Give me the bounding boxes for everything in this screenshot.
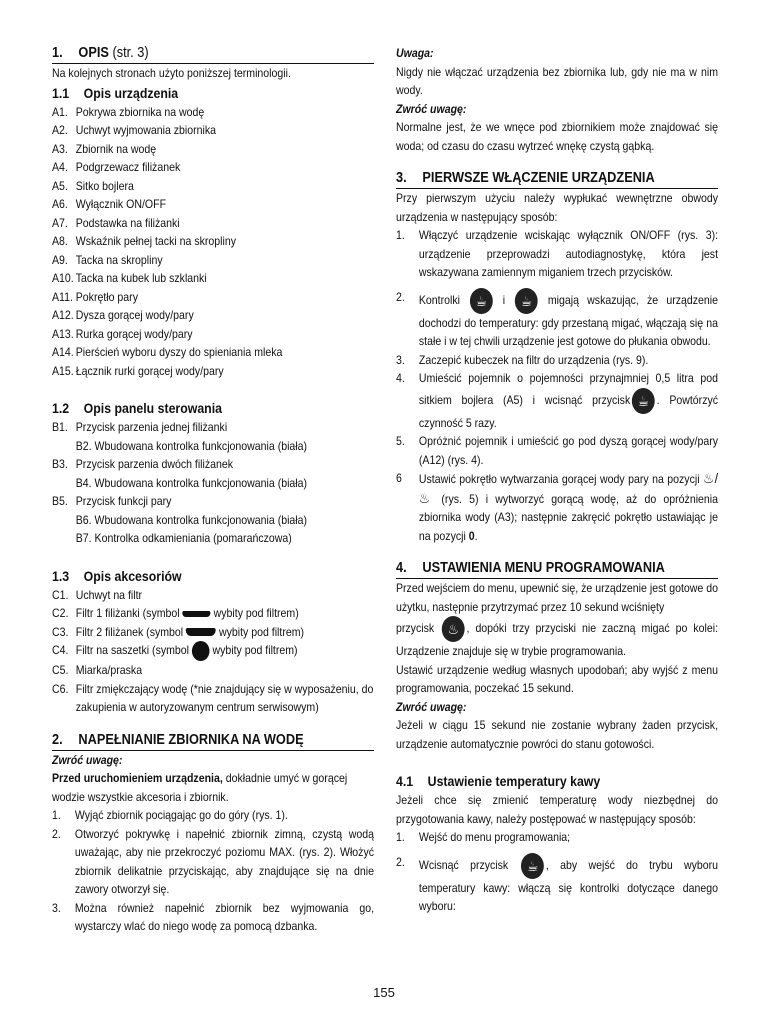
list-item: B6. Wbudowana kontrolka funkcjonowania (biała) xyxy=(75,512,308,527)
section-1-3-heading: 1.3 Opis akcesoriów xyxy=(52,567,182,584)
list-item: 1. Włączyć urządzenie wciskając wyłącznik ON/OFF (rys. 3): urządzenie przeprowadzi autodiagnostykę, która jest wskazywana zamiennym miganiem trzech przycisków. xyxy=(396,228,719,279)
section-4-paragraph: Przed wejściem do menu, upewnić się, że urządzenie jest gotowe do użytku, następnie przytrzymać przez 10 sekund wciśnięty xyxy=(396,581,719,614)
list-item: A5. Sitko bojlera xyxy=(52,178,134,193)
list-item: 3. Można również napełnić zbiornik bez wyjmowania go, wystarczy wlać do niego wodę za pomocą dzbanka. xyxy=(52,900,375,933)
list-item: C5. Miarka/praska xyxy=(52,663,143,677)
list-item: B5. Przycisk funkcji pary xyxy=(52,494,172,508)
page-number: 155 xyxy=(373,985,395,1000)
section-1-heading: 1. OPIS (str. 3) xyxy=(52,44,374,64)
list-item: C6. Filtr zmiękczający wodę (*nie znajdujący się w wyposażeniu, do zakupienia w autoryzowanym centrum serwisowym) xyxy=(52,681,374,714)
list-item: A15. Łącznik rurki gorącej wody/pary xyxy=(52,363,224,378)
list-item: C1. Uchwyt na filtr xyxy=(52,587,143,602)
section-3-heading: 3. PIERWSZE WŁĄCZENIE URZĄDZENIA xyxy=(396,169,718,189)
list-item: B3. Przycisk parzenia dwóch filiżanek xyxy=(52,457,234,471)
list-item: 5. Opróżnić pojemnik i umieścić go pod dyszą gorącej wody/pary (A12) (rys. 4). xyxy=(396,434,719,467)
list-item: 2. Kontrolki ☕ i ☕ migają wskazując, że urządzenie dochodzi do temperatury: gdy przestaną migać, włączają się na stałe i w tej chwili urządzenie jest gotowe do płukania obwodu. xyxy=(396,289,719,348)
section-4-1-intro: Jeżeli chce się zmienić temperaturę wody niezbędnej do przygotowania kawy, należy postępować w następujący sposób: xyxy=(396,793,719,826)
list-item: A12. Dysza gorącej wody/pary xyxy=(52,308,194,322)
section-2-intro: Przed uruchomieniem urządzenia, dokładnie umyć w gorącej wodzie wszystkie akcesoria i zbiornik. xyxy=(52,771,348,804)
list-item: 6 Ustawić pokrętło wytwarzania gorącej wody pary na pozycji ♨/♨ (rys. 5) i wytworzyć gorącą wodę, aż do opróżnienia zbiornika wody (A3); następnie zakręcić pokrętło ustawiając je na pozycji 0. xyxy=(396,470,719,543)
list-item: A7. Podstawka na filiżanki xyxy=(52,215,180,230)
double-filter-symbol-icon xyxy=(186,628,216,636)
list-item: A9. Tacka na skropliny xyxy=(52,252,163,267)
single-filter-symbol-icon xyxy=(183,611,211,617)
single-cup-icon: ☕ xyxy=(470,288,493,314)
hot-water-steam-position-icon: ♨/♨ xyxy=(418,470,719,506)
list-item: A1. Pokrywa zbiornika na wodę xyxy=(52,104,205,119)
pod-filter-symbol-icon xyxy=(192,641,210,661)
single-cup-icon: ☕ xyxy=(521,853,544,879)
list-item: A2. Uchwyt wyjmowania zbiornika xyxy=(52,123,217,137)
section-1-intro: Na kolejnych stronach użyto poniższej terminologii. xyxy=(52,66,291,80)
section-2-heading: 2. NAPEŁNIANIE ZBIORNIKA NA WODĘ xyxy=(52,731,374,751)
double-cup-icon: ☕ xyxy=(632,388,655,414)
section-4-paragraph: Ustawić urządzenie według własnych upodobań; aby wyjść z menu programowania, poczekać 15 sekund. xyxy=(396,662,719,695)
list-item: B4. Wbudowana kontrolka funkcjonowania (biała) xyxy=(75,475,308,490)
section-2-steps xyxy=(52,806,374,936)
double-cup-icon: ☕ xyxy=(515,288,538,314)
warning-text: Nigdy nie włączać urządzenia bez zbiornika lub, gdy nie ma w nim wody. xyxy=(396,64,719,97)
list-item: C2. Filtr 1 filiżanki (symbol wybity pod filtrem) xyxy=(52,606,299,620)
note-label: Zwróć uwagę: xyxy=(52,752,123,767)
note-label: Zwróć uwagę: xyxy=(396,699,467,714)
section-3-intro: Przy pierwszym użyciu należy wypłukać wewnętrzne obwody urządzenia w następujący sposób: xyxy=(396,191,719,224)
list-item: 1. Wejść do menu programowania; xyxy=(396,830,571,844)
list-item: B2. Wbudowana kontrolka funkcjonowania (biała) xyxy=(75,438,308,453)
list-item: 2. Wcisnąć przycisk ☕ , aby wejść do trybu wyboru temperatury kawy: włączą się kontrolki dotyczące danego wyboru: xyxy=(396,854,719,913)
list-item: C4. Filtr na saszetki (symbol wybity pod filtrem) xyxy=(52,641,374,661)
list-item: A3. Zbiornik na wodę xyxy=(52,141,157,156)
list-item: B7. Kontrolka odkamieniania (pomarańczowa) xyxy=(75,531,292,545)
note-label: Zwróć uwagę: xyxy=(396,101,467,116)
section-4-paragraph: Jeżeli w ciągu 15 sekund nie zostanie wybrany żaden przycisk, urządzenie automatycznie powróci do stanu gotowości. xyxy=(396,718,719,751)
list-item: A11. Pokrętło pary xyxy=(52,289,138,304)
note-text: Normalne jest, że we wnęce pod zbiornikiem może znajdować się woda; od czasu do czasu wytrzeć wnękę czystą gąbką. xyxy=(396,120,719,153)
left-column xyxy=(52,44,373,936)
list-item: A14. Pierścień wyboru dyszy do spieniania mleka xyxy=(52,345,283,359)
right-column xyxy=(396,44,717,916)
list-item: 1. Wyjąć zbiornik pociągając go do góry (rys. 1). xyxy=(52,808,288,822)
device-parts-list xyxy=(52,103,374,381)
steam-button-icon: ♨ xyxy=(442,616,465,642)
list-item: A6. Wyłącznik ON/OFF xyxy=(52,197,167,211)
list-item: A8. Wskaźnik pełnej tacki na skropliny xyxy=(52,234,236,248)
list-item: A13. Rurka gorącej wody/pary xyxy=(52,326,193,341)
section-4-paragraph: przycisk ♨ , dopóki trzy przyciski nie zaczną migać po kolei: Urządzenie znajduje się w trybie programowania. xyxy=(396,616,718,661)
list-item: 4. Umieścić pojemnik o pojemności przynajmniej 0,5 litra pod sitkiem bojlera (A5) i wcisnąć przycisk ☕ . Powtórzyć czynność 5 razy. xyxy=(396,371,719,430)
list-item: 3. Zaczepić kubeczek na filtr do urządzenia (rys. 9). xyxy=(396,352,649,367)
section-1-1-heading: 1.1 Opis urządzenia xyxy=(52,84,179,101)
section-1-2-heading: 1.2 Opis panelu sterowania xyxy=(52,400,222,416)
list-item: C3. Filtr 2 filiżanek (symbol wybity pod filtrem) xyxy=(52,624,305,639)
section-4-heading: 4. USTAWIENIA MENU PROGRAMOWANIA xyxy=(396,559,718,579)
list-item: B1. Przycisk parzenia jednej filiżanki xyxy=(52,420,228,434)
list-item: A10. Tacka na kubek lub szklanki xyxy=(52,271,207,285)
list-item: A4. Podgrzewacz filiżanek xyxy=(52,160,181,174)
warning-label: Uwaga: xyxy=(396,46,434,60)
section-4-1-heading: 4.1 Ustawienie temperatury kawy xyxy=(396,773,601,789)
list-item: 2. Otworzyć pokrywkę i napełnić zbiornik zimną, czystą wodą uważając, aby nie przekroczyć poziomu MAX. (rys. 2). Włożyć zbiornik delikatnie przyciskając, aby znajdujące się na dnie zawory otworzył się. xyxy=(52,826,375,896)
